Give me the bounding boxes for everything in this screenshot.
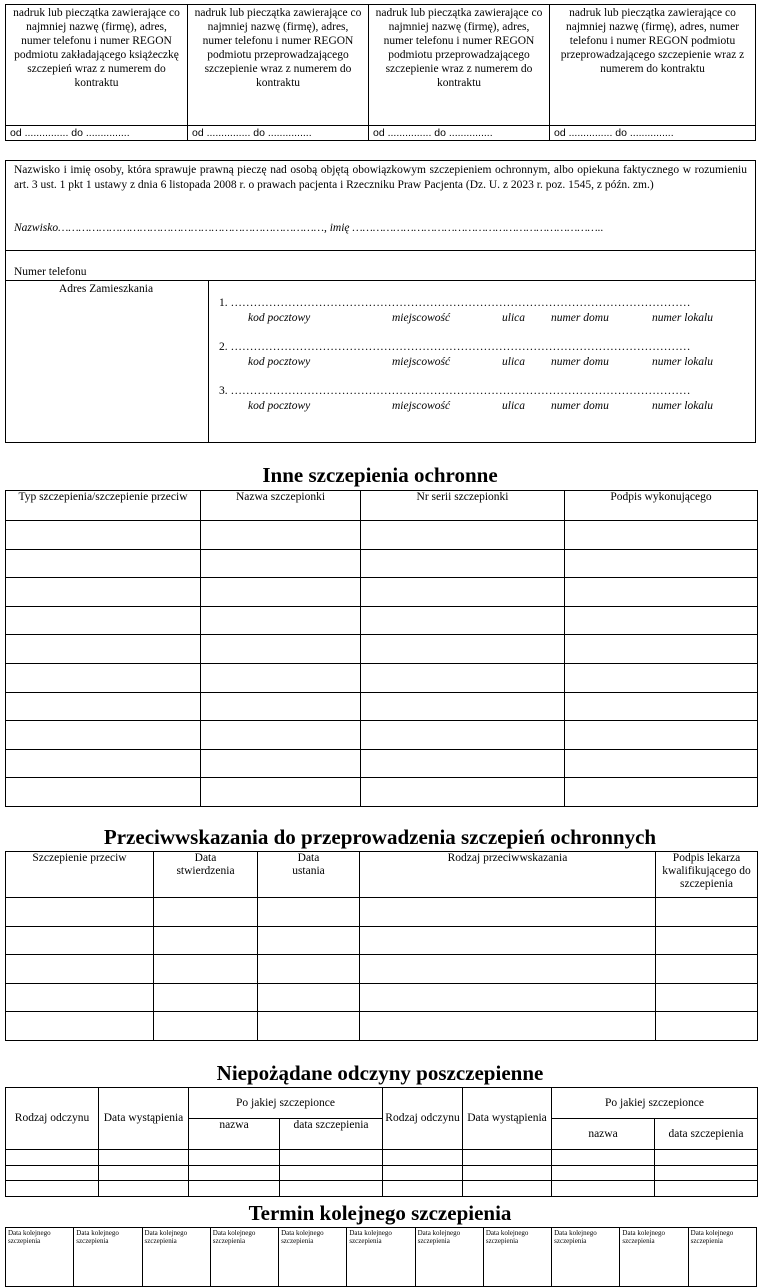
empty-cell[interactable] [361, 578, 565, 607]
table-row [6, 778, 758, 807]
table-row [6, 1012, 758, 1041]
next-vaccination-date-cell[interactable]: Data kolejnego szczepienia [210, 1228, 278, 1287]
empty-cell[interactable] [565, 663, 758, 692]
empty-cell[interactable] [565, 749, 758, 778]
col-header: data szczepienia [655, 1119, 758, 1150]
next-vaccination-date-cell[interactable]: Data kolejnego szczepienia [279, 1228, 347, 1287]
next-vaccination-date-cell[interactable]: Data kolejnego szczepienia [415, 1228, 483, 1287]
empty-cell[interactable] [154, 926, 258, 955]
stamp-period-3[interactable]: od ............... do ............... [369, 126, 550, 141]
empty-cell[interactable] [201, 692, 361, 721]
empty-cell[interactable] [655, 1150, 758, 1166]
empty-cell[interactable] [6, 578, 201, 607]
other-vaccinations-table [5, 490, 758, 807]
empty-cell[interactable] [6, 898, 154, 927]
next-vaccination-title: Termin kolejnego szczepienia [248, 1201, 512, 1225]
stamp-period-4[interactable]: od ............... do ............... [550, 126, 756, 141]
empty-cell[interactable] [201, 521, 361, 550]
empty-cell[interactable] [361, 749, 565, 778]
empty-cell[interactable] [361, 692, 565, 721]
stamp-table [5, 4, 756, 141]
table-row [6, 749, 758, 778]
table-row [6, 898, 758, 927]
empty-cell[interactable] [258, 1012, 360, 1041]
empty-cell[interactable] [361, 521, 565, 550]
table-row [6, 926, 758, 955]
empty-cell[interactable] [565, 606, 758, 635]
other-vaccinations-title: Inne szczepienia ochronne [262, 463, 498, 487]
address-line-1[interactable]: 1. ………………………………………………………………………………………………………… [219, 297, 691, 309]
empty-cell[interactable] [189, 1150, 280, 1166]
sub-city: miejscowość [392, 400, 451, 412]
empty-cell[interactable] [565, 578, 758, 607]
empty-cell[interactable] [463, 1165, 552, 1181]
address-line-2[interactable]: 2. ………………………………………………………………………………………………………… [219, 341, 691, 353]
table-row [6, 955, 758, 984]
empty-cell[interactable] [6, 606, 201, 635]
empty-cell[interactable] [655, 1181, 758, 1197]
empty-cell[interactable] [99, 1165, 189, 1181]
sub-house: numer domu [551, 356, 609, 368]
table-row [6, 635, 758, 664]
empty-cell[interactable] [383, 1150, 463, 1166]
col-header: Typ szczepienia/szczepienie przeciw [6, 491, 201, 521]
sub-flat: numer lokalu [652, 312, 714, 324]
empty-cell[interactable] [201, 778, 361, 807]
empty-cell[interactable] [565, 635, 758, 664]
sub-city: miejscowość [392, 356, 451, 368]
stamp-cell-1: nadruk lub pieczątka zawierające co najmniej nazwę (firmę), adres, numer telefonu i numer REGON podmiotu zakładającego książeczkę szczepień wraz z numerem do kontraktu [6, 5, 188, 126]
empty-cell[interactable] [6, 635, 201, 664]
empty-cell[interactable] [6, 955, 154, 984]
col-header: Podpis lekarza kwalifikującego do szczepienia [656, 852, 758, 898]
col-header: Data ustania [258, 852, 360, 898]
sub-street: ulica [502, 312, 525, 324]
table-row [6, 721, 758, 750]
phone-label: Numer telefonu [14, 266, 87, 278]
empty-cell[interactable] [565, 692, 758, 721]
stamp-cell-3: nadruk lub pieczątka zawierające co najmniej nazwę (firmę), adres, numer telefonu i numer REGON podmiotu przeprowadzającego szczepienie wraz z numerem do kontraktu [369, 5, 550, 126]
empty-cell[interactable] [383, 1165, 463, 1181]
empty-cell[interactable] [258, 955, 360, 984]
stamp-period-1[interactable]: od ............... do ............... [6, 126, 188, 141]
empty-cell[interactable] [360, 983, 656, 1012]
empty-cell[interactable] [360, 898, 656, 927]
empty-cell[interactable] [656, 955, 758, 984]
empty-cell[interactable] [361, 635, 565, 664]
empty-cell[interactable] [6, 692, 201, 721]
empty-cell[interactable] [6, 1012, 154, 1041]
guardian-description: Nazwisko i imię osoby, która sprawuje prawną pieczę nad osobą objętą obowiązkowym szczepieniem ochronnym, albo opiekuna faktycznego w rozumieniu art. 3 ust. 1 pkt 1 ustawy z dnia 6 listopada 2008 r. o prawach pacjenta i Rzeczniku Praw Pacjenta (Dz. U. z 2023 r. poz. 1545, z późn. zm.) [14, 164, 747, 191]
next-vaccination-table [5, 1227, 757, 1287]
empty-cell[interactable] [258, 898, 360, 927]
col-header: Data stwierdzenia [154, 852, 258, 898]
contraindications-table [5, 851, 758, 1041]
empty-cell[interactable] [6, 1150, 99, 1166]
table-row [6, 1150, 758, 1166]
empty-cell[interactable] [280, 1150, 383, 1166]
table-row [6, 663, 758, 692]
empty-cell[interactable] [201, 749, 361, 778]
empty-cell[interactable] [552, 1165, 655, 1181]
empty-cell[interactable] [189, 1181, 280, 1197]
empty-cell[interactable] [565, 778, 758, 807]
adverse-table [5, 1087, 758, 1197]
empty-cell[interactable] [361, 606, 565, 635]
sub-house: numer domu [551, 312, 609, 324]
empty-cell[interactable] [6, 521, 201, 550]
empty-cell[interactable] [280, 1181, 383, 1197]
col-header: nazwa [552, 1119, 655, 1150]
empty-cell[interactable] [656, 983, 758, 1012]
col-header: Po jakiej szczepionce [552, 1088, 758, 1119]
col-header: Nr serii szczepionki [361, 491, 565, 521]
empty-cell[interactable] [258, 983, 360, 1012]
empty-cell[interactable] [361, 549, 565, 578]
sub-flat: numer lokalu [652, 356, 714, 368]
empty-cell[interactable] [361, 778, 565, 807]
empty-cell[interactable] [6, 926, 154, 955]
empty-cell[interactable] [201, 635, 361, 664]
table-row [6, 1181, 758, 1197]
guardian-box [5, 160, 756, 443]
contraindications-title: Przeciwwskazania do przeprowadzenia szczepień ochronnych [103, 825, 657, 849]
empty-cell[interactable] [361, 721, 565, 750]
empty-cell[interactable] [201, 663, 361, 692]
empty-cell[interactable] [189, 1165, 280, 1181]
col-header: Szczepienie przeciw [6, 852, 154, 898]
next-vaccination-date-cell[interactable]: Data kolejnego szczepienia [552, 1228, 620, 1287]
next-vaccination-date-cell[interactable]: Data kolejnego szczepienia [74, 1228, 142, 1287]
empty-cell[interactable] [201, 549, 361, 578]
sub-city: miejscowość [392, 312, 451, 324]
empty-cell[interactable] [360, 955, 656, 984]
empty-cell[interactable] [360, 1012, 656, 1041]
empty-cell[interactable] [565, 549, 758, 578]
table-row [6, 1165, 758, 1181]
sub-postal: kod pocztowy [248, 400, 311, 412]
col-header: Po jakiej szczepionce [189, 1088, 383, 1119]
next-vaccination-date-cell[interactable]: Data kolejnego szczepienia [483, 1228, 551, 1287]
table-row [6, 983, 758, 1012]
empty-cell[interactable] [656, 1012, 758, 1041]
sub-postal: kod pocztowy [248, 356, 311, 368]
empty-cell[interactable] [565, 521, 758, 550]
empty-cell[interactable] [383, 1181, 463, 1197]
empty-cell[interactable] [552, 1150, 655, 1166]
empty-cell[interactable] [6, 983, 154, 1012]
next-vaccination-date-cell[interactable]: Data kolejnego szczepienia [620, 1228, 688, 1287]
col-header: Rodzaj odczynu [6, 1088, 99, 1150]
sub-flat: numer lokalu [652, 400, 714, 412]
next-vaccination-date-cell[interactable]: Data kolejnego szczepienia [6, 1228, 74, 1287]
table-row [6, 549, 758, 578]
empty-cell[interactable] [201, 721, 361, 750]
empty-cell[interactable] [360, 926, 656, 955]
empty-cell[interactable] [463, 1150, 552, 1166]
col-header: Data wystąpienia [99, 1088, 189, 1150]
stamp-period-2[interactable]: od ............... do ............... [188, 126, 369, 141]
sub-street: ulica [502, 356, 525, 368]
empty-cell[interactable] [463, 1181, 552, 1197]
next-vaccination-date-cell[interactable]: Data kolejnego szczepienia [688, 1228, 756, 1287]
col-header: Podpis wykonującego [565, 491, 758, 521]
empty-cell[interactable] [6, 549, 201, 578]
empty-cell[interactable] [154, 1012, 258, 1041]
empty-cell[interactable] [655, 1165, 758, 1181]
empty-cell[interactable] [154, 955, 258, 984]
guardian-name-field[interactable]: Nazwisko……………………………………………………………………, imię ……………………………………………………………….. [14, 222, 604, 234]
empty-cell[interactable] [99, 1181, 189, 1197]
stamp-cell-4: nadruk lub pieczątka zawierające co najmniej nazwę (firmę), adres, numer telefonu i numer REGON podmiotu przeprowadzającego szczepienie wraz z numerem do kontraktu [550, 5, 756, 126]
table-row [6, 578, 758, 607]
sub-house: numer domu [551, 400, 609, 412]
empty-cell[interactable] [6, 1165, 99, 1181]
stamp-cell-2: nadruk lub pieczątka zawierające co najmniej nazwę (firmę), adres, numer telefonu i numer REGON podmiotu przeprowadzającego szczepienie wraz z numerem do kontraktu [188, 5, 369, 126]
col-header: Nazwa szczepionki [201, 491, 361, 521]
table-row [6, 606, 758, 635]
adverse-title: Niepożądane odczyny poszczepienne [216, 1061, 544, 1085]
col-header: Data wystąpienia [463, 1088, 552, 1150]
next-vaccination-date-cell[interactable]: Data kolejnego szczepienia [142, 1228, 210, 1287]
empty-cell[interactable] [656, 898, 758, 927]
col-header: Rodzaj przeciwwskazania [360, 852, 656, 898]
empty-cell[interactable] [6, 749, 201, 778]
empty-cell[interactable] [6, 663, 201, 692]
empty-cell[interactable] [201, 578, 361, 607]
empty-cell[interactable] [361, 663, 565, 692]
sub-street: ulica [502, 400, 525, 412]
empty-cell[interactable] [552, 1181, 655, 1197]
address-label: Adres Zamieszkania [58, 283, 154, 295]
empty-cell[interactable] [6, 778, 201, 807]
empty-cell[interactable] [258, 926, 360, 955]
table-row [6, 692, 758, 721]
col-header: Rodzaj odczynu [383, 1088, 463, 1150]
empty-cell[interactable] [656, 926, 758, 955]
empty-cell[interactable] [99, 1150, 189, 1166]
empty-cell[interactable] [6, 721, 201, 750]
empty-cell[interactable] [6, 1181, 99, 1197]
table-row [6, 521, 758, 550]
empty-cell[interactable] [201, 606, 361, 635]
empty-cell[interactable] [565, 721, 758, 750]
address-line-3[interactable]: 3. ………………………………………………………………………………………………………… [219, 385, 691, 397]
empty-cell[interactable] [280, 1165, 383, 1181]
sub-postal: kod pocztowy [248, 312, 311, 324]
next-vaccination-date-cell[interactable]: Data kolejnego szczepienia [347, 1228, 415, 1287]
col-header: nazwa [189, 1119, 280, 1150]
col-header: data szczepienia [280, 1119, 383, 1150]
empty-cell[interactable] [154, 983, 258, 1012]
empty-cell[interactable] [154, 898, 258, 927]
